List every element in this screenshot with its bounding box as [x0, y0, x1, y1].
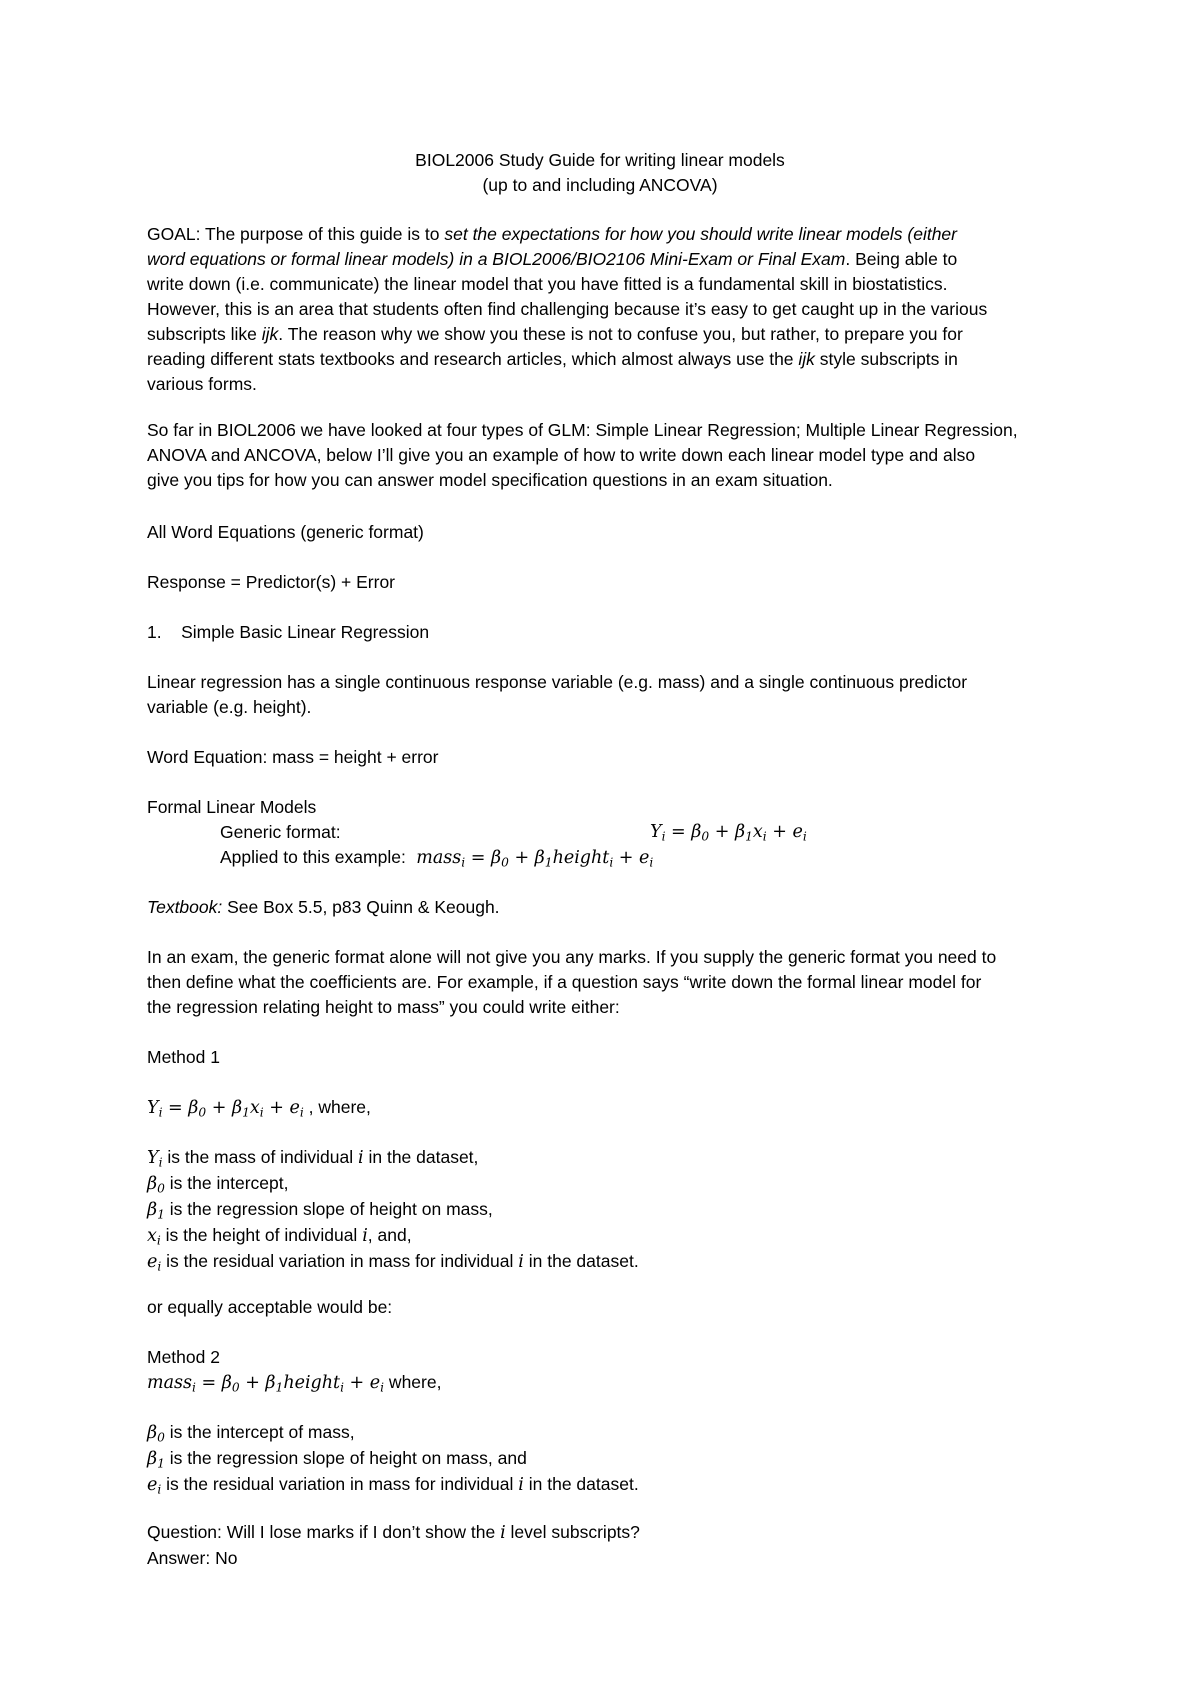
- word-equation-generic: Response = Predictor(s) + Error: [147, 572, 396, 592]
- title-line-1: BIOL2006 Study Guide for writing linear models: [415, 150, 785, 170]
- question-answer: [147, 1520, 1067, 1571]
- applied-example-row: Applied to this example: mass$_i$ = $\beta_0$ + $\beta_1height_i + e_i$: [220, 847, 654, 870]
- definition-item: $e_i$ is the residual variation in mass for individual i in the dataset.: [147, 1474, 639, 1497]
- question-line: Question: Will I lose marks if I don’t show the i level subscripts?: [147, 1522, 640, 1543]
- formal-models-heading: Formal Linear Models: [147, 797, 317, 817]
- applied-equation: mass$_i$ = $\beta_0$ + $\beta_1height_i + e_i$: [410, 848, 654, 870]
- generic-format-row: Generic format: $Y_i = \beta_0 + \beta_1x_i + e_i$: [220, 822, 807, 844]
- method-2-definitions: [147, 1420, 1067, 1498]
- definition-item: $x_i$ is the height of individual i, and,: [147, 1225, 412, 1248]
- generic-equation: $Y_i = \beta_0 + \beta_1x_i + e_i$: [650, 822, 807, 844]
- linear-regression-paragraph: Linear regression has a single continuous response variable (e.g. mass) and a single continuous predictor variable (e.g. height).: [147, 672, 968, 717]
- method-1-definitions: [147, 1145, 1067, 1275]
- exam-paragraph: In an exam, the generic format alone will not give you any marks. If you supply the generic format you need to then define what the coefficients are. For example, if a question says “write down the formal linear model for the regression relating height to mass” you could write either:: [147, 947, 997, 1017]
- method-1-heading: Method 1: [147, 1047, 220, 1067]
- method-1-equation: $Y_i = \beta_0 + \beta_1x_i + e_i$ , where,: [147, 1097, 371, 1120]
- definition-item: $Y_i$ is the mass of individual i in the dataset,: [147, 1147, 479, 1170]
- so-far-paragraph: So far in BIOL2006 we have looked at four types of GLM: Simple Linear Regression; Multiple Linear Regression, ANOVA and ANCOVA, below I’ll give you an example of how to write down each linear model type and also give you tips for how you can answer model specification questions in an exam situation.: [147, 420, 1018, 490]
- method-2-equation: mass$_i$ = $\beta_0$ + $\beta_1height_i + e_i$ where,: [147, 1372, 442, 1395]
- or-equally-text: or equally acceptable would be:: [147, 1297, 393, 1317]
- word-equations-heading: All Word Equations (generic format): [147, 522, 424, 542]
- doc-title: [0, 148, 1200, 198]
- textbook-reference: Textbook: See Box 5.5, p83 Quinn & Keough.: [147, 897, 500, 917]
- definition-item: $e_i$ is the residual variation in mass for individual i in the dataset.: [147, 1251, 639, 1274]
- answer-line: Answer: No: [147, 1548, 238, 1568]
- definition-item: $\beta_0$ is the intercept,: [147, 1173, 289, 1196]
- definition-item: $\beta_1$ is the regression slope of height on mass, and: [147, 1448, 527, 1471]
- method-2-heading: Method 2: [147, 1347, 220, 1367]
- definition-item: $\beta_1$ is the regression slope of height on mass,: [147, 1199, 493, 1222]
- goal-paragraph: GOAL: The purpose of this guide is to set the expectations for how you should write linear models (either word equations or formal linear models) in a BIOL2006/BIO2106 Mini-Exam or Final Exam. Being able to write down (i.e. communicate) the linear model that you have fitted is a fundamental skill in biostatistics. However, this is an area that students often find challenging because it’s easy to get caught up in the various subscripts like ijk. The reason why we show you these is not to confuse you, but rather, to prepare you for reading different stats textbooks and research articles, which almost always use the ijk style subscripts in various forms.: [147, 224, 988, 394]
- definition-item: $\beta_0$ is the intercept of mass,: [147, 1422, 355, 1445]
- section-1-heading: 1. Simple Basic Linear Regression: [147, 622, 430, 642]
- title-line-2: (up to and including ANCOVA): [482, 175, 718, 195]
- word-equation-example: Word Equation: mass = height + error: [147, 747, 439, 767]
